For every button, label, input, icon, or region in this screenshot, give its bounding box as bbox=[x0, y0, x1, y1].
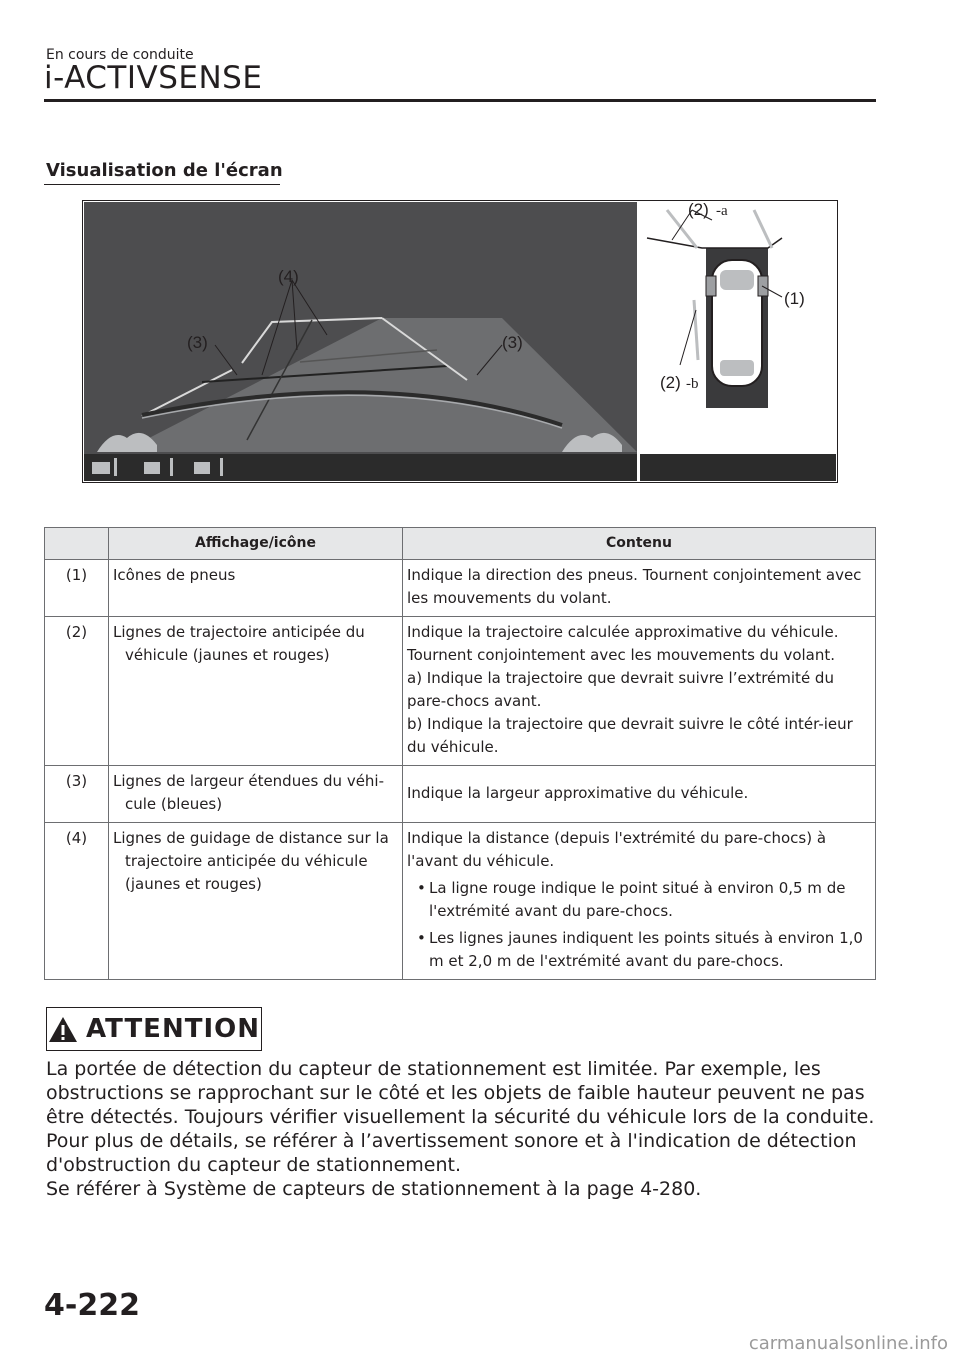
bullet-yellow-lines: • Les lignes jaunes indiquent les points situés à environ 1,0 m et 2,0 m de l'extrémité avant du pare-chocs. bbox=[407, 927, 871, 973]
vehicle-top-view bbox=[706, 248, 768, 408]
header-rule bbox=[44, 99, 876, 102]
section-title: Visualisation de l'écran bbox=[46, 160, 283, 181]
camera-display-figure bbox=[82, 200, 838, 483]
row-num: (4) bbox=[45, 823, 109, 980]
label-4: (4) bbox=[278, 267, 299, 286]
row-item: Lignes de trajectoire anticipée du véhicule (jaunes et rouges) bbox=[109, 617, 403, 766]
display-legend-table bbox=[44, 527, 876, 980]
table-header-num bbox=[45, 528, 109, 560]
label-1: (1) bbox=[784, 289, 805, 308]
page-title: i-ACTIVSENSE bbox=[44, 60, 263, 96]
attention-reference: Se référer à Système de capteurs de stationnement à la page 4-280. bbox=[46, 1178, 702, 1200]
row-num: (2) bbox=[45, 617, 109, 766]
table-header-row bbox=[45, 528, 876, 560]
table-header-content: Contenu bbox=[403, 528, 876, 560]
warning-triangle-icon bbox=[48, 1016, 78, 1043]
row-content: Indique la trajectoire calculée approximative du véhicule. Tournent conjointement avec les mouvements du volant. a) Indique la trajectoire que devrait suivre l’extrémité du pare-chocs avant. b) Indique la trajectoire que devrait suivre le côté intér-ieur du véhicule. bbox=[403, 617, 876, 766]
row-item: Lignes de largeur étendues du véhi-cule (bleues) bbox=[109, 766, 403, 823]
row-item: Icônes de pneus bbox=[109, 560, 403, 617]
label-3-left: (3) bbox=[187, 333, 208, 352]
row-content: Indique la direction des pneus. Tournent conjointement avec les mouvements du volant. bbox=[403, 560, 876, 617]
label-2b-sub: -b bbox=[686, 376, 699, 392]
label-3-right: (3) bbox=[502, 333, 523, 352]
row-item: Lignes de guidage de distance sur la trajectoire anticipée du véhicule (jaunes et rouges) bbox=[109, 823, 403, 980]
attention-heading bbox=[46, 1007, 262, 1051]
watermark: carmanualsonline.info bbox=[748, 1333, 948, 1354]
bullet-red-line: • La ligne rouge indique le point situé à environ 0,5 m de l'extrémité avant du pare-chocs. bbox=[407, 877, 871, 923]
label-2a-sub: -a bbox=[716, 203, 728, 219]
label-2a: (2) bbox=[688, 200, 709, 219]
table-header-display: Affichage/icône bbox=[109, 528, 403, 560]
attention-label: ATTENTION bbox=[86, 1014, 260, 1044]
attention-body bbox=[46, 1057, 886, 1201]
attention-paragraph: La portée de détection du capteur de stationnement est limitée. Par exemple, les obstructions se rapprochant sur le côté et les objets de faible hauteur peuvent ne pas être détectés. Toujours vérifier visuellement la sécurité du véhicule lors de la conduite. bbox=[46, 1058, 875, 1128]
row-num: (1) bbox=[45, 560, 109, 617]
table-row bbox=[45, 766, 876, 823]
section-title-underline bbox=[44, 184, 280, 185]
table-row bbox=[45, 617, 876, 766]
table-row bbox=[45, 560, 876, 617]
label-2b: (2) bbox=[660, 373, 681, 392]
header-section-label: En cours de conduite bbox=[46, 47, 194, 63]
table-row bbox=[45, 823, 876, 980]
row-content: Indique la largeur approximative du véhicule. bbox=[403, 766, 876, 823]
icon-strip bbox=[84, 454, 637, 481]
camera-display-illustration bbox=[82, 200, 838, 483]
row-num: (3) bbox=[45, 766, 109, 823]
attention-paragraph: Pour plus de détails, se référer à l’avertissement sonore et à l'indication de détection d'obstruction du capteur de stationnement. bbox=[46, 1130, 857, 1176]
row-content: Indique la distance (depuis l'extrémité du pare-chocs) à l'avant du véhicule. • La ligne rouge indique le point situé à environ 0,5 m de l'extrémité avant du pare-chocs. • Les lignes jaunes indiquent les points situés à environ 1,0 m et 2,0 m de l'extrémité avant du pare-chocs. bbox=[403, 823, 876, 980]
page-number: 4-222 bbox=[44, 1288, 140, 1323]
